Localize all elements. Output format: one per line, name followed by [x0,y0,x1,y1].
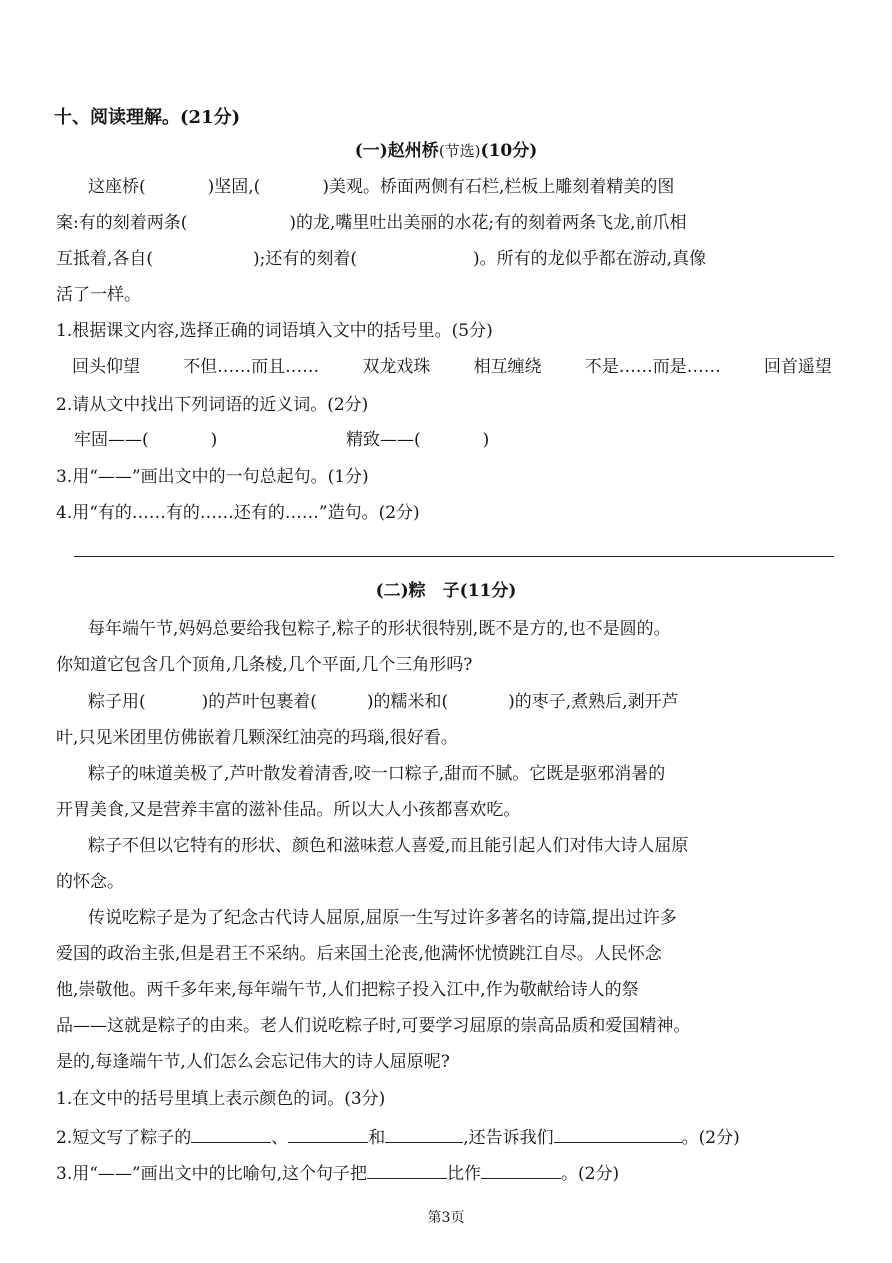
word-option: 回头仰望 [72,357,140,377]
passage1-heading-title: (一)赵州桥 [354,141,439,161]
synonym-item-1 [74,428,217,452]
text-segment: )的枣子,煮熟后,剥开芦 [508,692,679,712]
text-segment: 。(2分) [561,1164,620,1184]
passage2-question-3 [56,1160,619,1186]
section-title: 十、阅读理解。(21分) [54,107,241,128]
text-segment: )的糯米和( [366,692,449,712]
passage2-line: 爱国的政治主张,但是君王不采纳。后来国土沦丧,他满怀忧愤跳江自尽。人民怀念 [56,944,662,964]
text-segment: ,还告诉我们 [463,1128,554,1148]
word-options [72,355,832,379]
passage1-line-4: 活了一样。 [56,285,141,305]
passage2-line: 品——这就是粽子的由来。老人们说吃粽子时,可要学习屈原的崇高品质和爱国精神。 [56,1016,691,1036]
text-segment: )。所有的龙似乎都在游动,真像 [473,249,707,269]
synonym-item-2 [346,428,489,452]
passage1-heading-note: (节选) [438,142,481,160]
text-segment: ) [210,430,218,450]
passage2-question-2 [56,1124,740,1150]
text-segment: )美观。桥面两侧有石栏,栏板上雕刻着精美的图 [322,177,675,197]
text-segment: 互抵着,各自( [56,249,154,269]
answer-blank[interactable] [481,1160,561,1179]
passage2-heading: (二)粽 子(11分) [375,581,517,601]
passage1-line-1 [88,175,674,199]
text-segment: 、 [271,1128,289,1148]
passage1-heading-score: (10分) [480,141,538,161]
passage1-question-2: 2.请从文中找出下列词语的近义词。(2分) [56,395,369,415]
text-segment: 粽子用( [88,692,146,712]
synonym-word: 精致——( [346,430,421,450]
synonym-word: 牢固——( [74,430,149,450]
text-segment: 3.用“——”画出文中的比喻句,这个句子把 [56,1164,368,1184]
text-segment: 案:有的刻着两条( [56,213,188,233]
section-divider [74,556,834,557]
passage1-line-2 [56,211,687,235]
answer-blank[interactable] [554,1124,682,1143]
passage2-line: 叶,只见米团里仿佛嵌着几颗深红油亮的玛瑙,很好看。 [56,728,458,748]
text-segment: )的芦叶包裹着( [201,692,317,712]
word-option: 回首遥望 [763,357,832,377]
answer-blank[interactable] [367,1160,447,1179]
passage2-line: 他,崇敬他。两千多年来,每年端午节,人们把粽子投入江中,作为敬献给诗人的祭 [56,980,639,1000]
passage2-question-1: 1.在文中的括号里填上表示颜色的词。(3分) [56,1089,386,1109]
text-segment: ) [482,430,490,450]
answer-blank[interactable] [288,1124,368,1143]
passage2-line: 是的,每逢端午节,人们怎么会忘记伟大的诗人屈原呢? [56,1052,450,1072]
passage2-line: 你知道它包含几个顶角,几条棱,几个平面,几个三角形吗? [56,655,473,675]
text-segment: 这座桥( [88,177,146,197]
text-segment: )的龙,嘴里吐出美丽的水花;有的刻着两条飞龙,前爪相 [289,213,687,233]
passage2-line: 粽子不但以它特有的形状、颜色和滋味惹人喜爱,而且能引起人们对伟大诗人屈原 [88,836,689,856]
passage2-line [88,690,679,714]
passage2-line: 粽子的味道美极了,芦叶散发着清香,咬一口粽子,甜而不腻。它既是驱邪消暑的 [88,764,666,784]
answer-blank[interactable] [191,1124,271,1143]
answer-blank[interactable] [385,1124,463,1143]
text-segment: );还有的刻着( [253,249,358,269]
passage1-question-3: 3.用“——”画出文中的一句总起句。(1分) [56,467,369,487]
page-number: 第3页 [427,1210,465,1226]
passage2-line: 传说吃粽子是为了纪念古代诗人屈原,屈原一生写过许多著名的诗篇,提出过许多 [88,908,677,928]
word-option: 相互缠绕 [473,357,542,377]
text-segment: 和 [368,1128,386,1148]
passage2-line: 开胃美食,又是营养丰富的滋补佳品。所以大人小孩都喜欢吃。 [56,800,521,820]
passage1-line-3 [56,247,706,271]
passage1-question-1: 1.根据课文内容,选择正确的词语填入文中的括号里。(5分) [56,321,493,341]
passage2-line: 每年端午节,妈妈总要给我包粽子,粽子的形状很特别,既不是方的,也不是圆的。 [88,619,671,639]
text-segment: 。(2分) [681,1128,740,1148]
passage2-line: 的怀念。 [56,872,124,892]
text-segment: )坚固,( [207,177,261,197]
passage1-question-4: 4.用“有的……有的……还有的……”造句。(2分) [56,503,420,523]
word-option: 不是……而是…… [584,357,721,377]
word-option: 不但……而且…… [183,357,320,377]
passage1-heading [0,139,892,163]
text-segment: 2.短文写了粽子的 [56,1128,192,1148]
text-segment: 比作 [447,1164,482,1184]
word-option: 双龙戏珠 [362,357,431,377]
